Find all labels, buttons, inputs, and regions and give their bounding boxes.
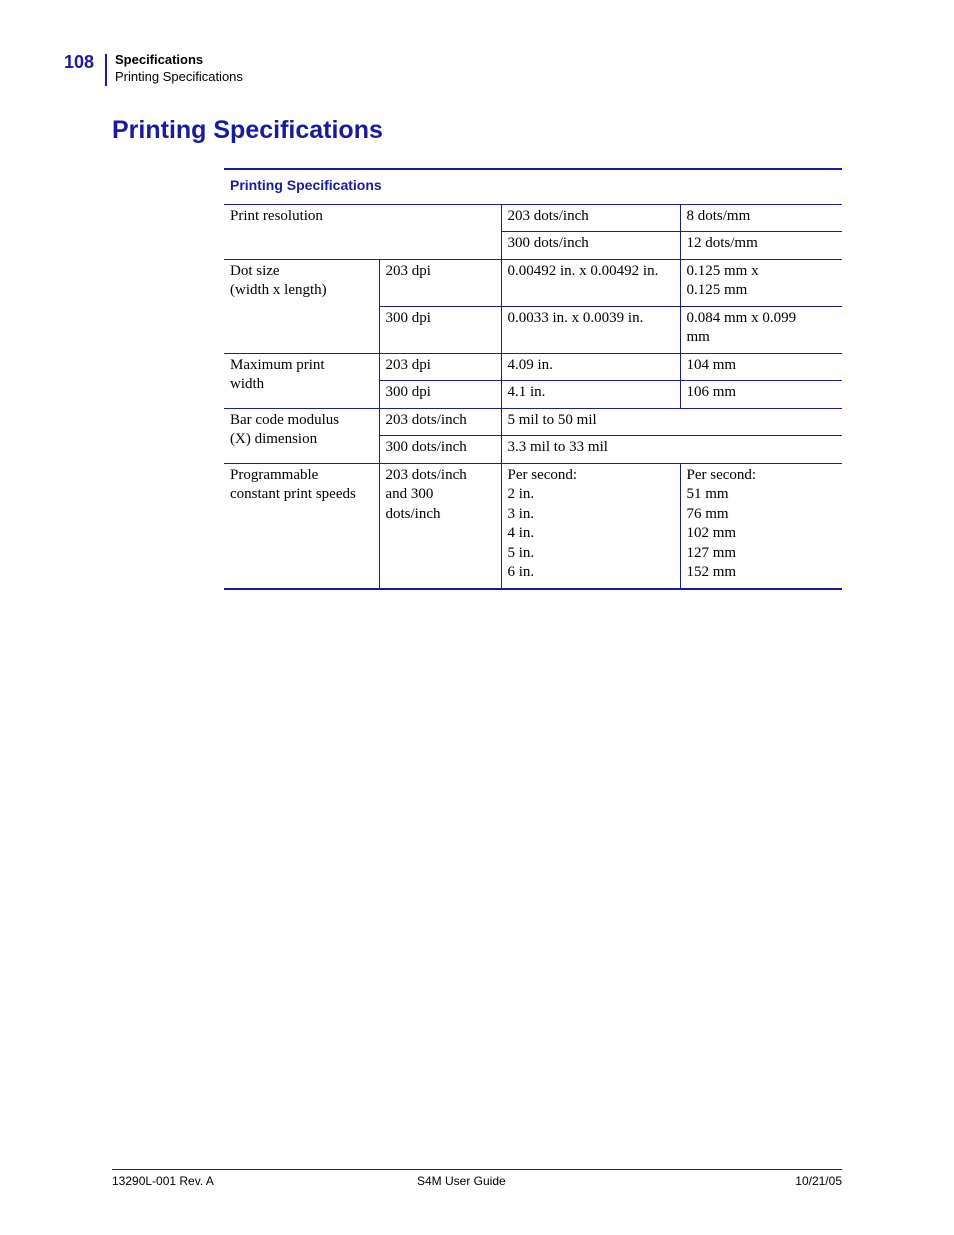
value-line: 2 in. (507, 486, 535, 502)
cell-resolution: 300 dots/inch (379, 436, 501, 464)
footer-guide-title: S4M User Guide (417, 1174, 506, 1188)
footer-divider (112, 1169, 842, 1170)
table-caption: Printing Specifications (224, 169, 842, 204)
value-line: 51 mm (686, 486, 729, 502)
table-row (224, 353, 842, 381)
value-line: 127 mm (686, 544, 737, 561)
cell-metric: 106 mm (680, 381, 842, 409)
value-line: Per second: (686, 466, 757, 483)
value-line: 0.125 mm x (686, 262, 759, 279)
table-row (224, 204, 842, 232)
footer-date: 10/21/05 (795, 1174, 842, 1188)
cell-metric: 12 dots/mm (680, 232, 842, 260)
page-title: Printing Specifications (112, 116, 383, 144)
value-line: mm (686, 329, 710, 345)
value-line: 3 in. (507, 505, 535, 522)
value-line: 203 dots/inch (385, 466, 467, 483)
cell-imperial: 4.09 in. (501, 353, 680, 381)
cell-metric: 8 dots/mm (680, 204, 842, 232)
cell-imperial (501, 463, 680, 589)
cell-imperial: 0.0033 in. x 0.0039 in. (501, 306, 680, 353)
value-line: 5 in. (507, 544, 535, 561)
table-caption-row (224, 169, 842, 204)
cell-imperial: 300 dots/inch (501, 232, 680, 260)
label-line: (X) dimension (230, 431, 318, 447)
cell-resolution: 203 dots/inch (379, 408, 501, 436)
row-label-print-resolution: Print resolution (224, 204, 501, 259)
footer-doc-number: 13290L-001 Rev. A (112, 1174, 214, 1188)
value-line: 152 mm (686, 564, 737, 580)
page-number: 108 (64, 52, 95, 72)
value-line: 0.084 mm x 0.099 (686, 309, 797, 326)
label-line: Maximum print (230, 356, 325, 373)
row-label-print-speeds (224, 463, 379, 589)
cell-imperial: 4.1 in. (501, 381, 680, 409)
label-line: Bar code modulus (230, 411, 340, 428)
cell-metric (680, 463, 842, 589)
value-line: 6 in. (507, 564, 535, 580)
header-divider (105, 54, 107, 86)
cell-resolution (379, 463, 501, 589)
cell-metric (680, 306, 842, 353)
cell-value: 3.3 mil to 33 mil (501, 436, 842, 464)
cell-resolution: 300 dpi (379, 381, 501, 409)
cell-imperial: 0.00492 in. x 0.00492 in. (501, 259, 680, 306)
row-label-bar-code-modulus (224, 408, 379, 463)
label-line: (width x length) (230, 282, 327, 298)
printing-specifications-table (224, 168, 842, 590)
breadcrumb-section: Specifications (115, 52, 204, 67)
cell-imperial: 203 dots/inch (501, 204, 680, 232)
value-line: and 300 (385, 486, 434, 502)
cell-resolution: 203 dpi (379, 353, 501, 381)
value-line: 4 in. (507, 525, 535, 541)
breadcrumb-subsection: Printing Specifications (115, 69, 243, 84)
cell-value: 5 mil to 50 mil (501, 408, 842, 436)
cell-metric: 104 mm (680, 353, 842, 381)
table-row (224, 259, 842, 306)
label-line: Programmable (230, 466, 319, 483)
label-line: Dot size (230, 262, 280, 279)
cell-metric (680, 259, 842, 306)
cell-resolution: 300 dpi (379, 306, 501, 353)
row-label-dot-size (224, 259, 379, 353)
value-line: dots/inch (385, 505, 441, 522)
table-row (224, 408, 842, 436)
row-label-max-print-width (224, 353, 379, 408)
table-row (224, 463, 842, 589)
value-line: 102 mm (686, 525, 737, 541)
label-line: width (230, 376, 265, 392)
value-line: 76 mm (686, 505, 729, 522)
label-line: constant print speeds (230, 486, 356, 502)
cell-resolution: 203 dpi (379, 259, 501, 306)
value-line: Per second: (507, 466, 578, 483)
value-line: 0.125 mm (686, 282, 748, 298)
